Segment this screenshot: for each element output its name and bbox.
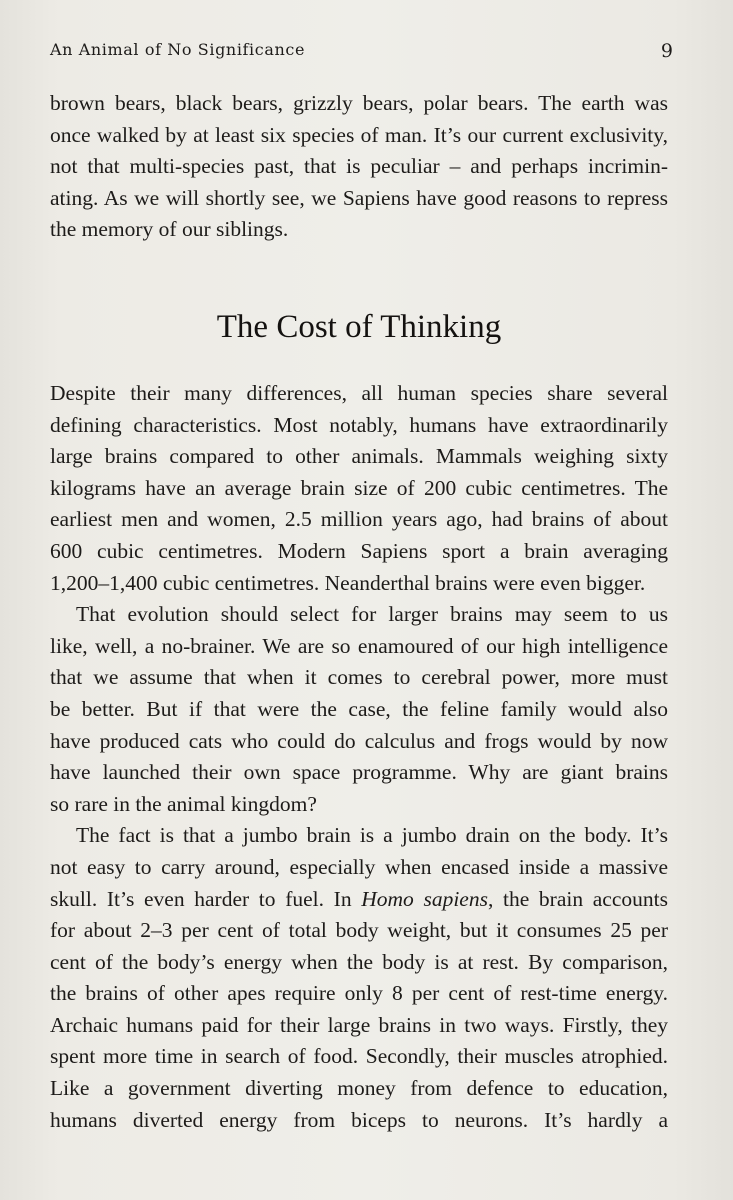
text-run: , the brain accounts bbox=[487, 886, 668, 911]
text-line: the memory of our siblings. bbox=[50, 217, 289, 242]
text-line: once walked by at least six species of man. It’s our current exclusivity, bbox=[50, 122, 668, 147]
text-line: That evolution should select for larger brains may seem to us bbox=[76, 602, 668, 627]
running-head bbox=[50, 40, 673, 64]
text-line: be better. But if that were the case, the feline family would also bbox=[50, 696, 668, 721]
text-line: 600 cubic centimetres. Modern Sapiens sport a brain averaging bbox=[50, 538, 668, 563]
text-line: the brains of other apes require only 8 per cent of rest-time energy. bbox=[50, 981, 668, 1006]
section-heading: The Cost of Thinking bbox=[216, 309, 502, 345]
text-line: Archaic humans paid for their large brains in two ways. Firstly, they bbox=[50, 1012, 668, 1037]
text-line: ating. As we will shortly see, we Sapiens have good reasons to repress bbox=[50, 185, 668, 210]
text-line: that we assume that when it comes to cerebral power, more must bbox=[50, 665, 668, 690]
text-line: like, well, a no-brainer. We are so enamoured of our high intelligence bbox=[50, 633, 668, 658]
text-line: have produced cats who could do calculus and frogs would by now bbox=[50, 728, 668, 753]
text-line: kilograms have an average brain size of 200 cubic centimetres. The bbox=[50, 475, 668, 500]
paragraph-1 bbox=[50, 378, 668, 599]
text-line: cent of the body’s energy when the body is at rest. By comparison, bbox=[50, 949, 668, 974]
text-run: skull. It’s even harder to fuel. In bbox=[50, 886, 362, 911]
text-line: brown bears, black bears, grizzly bears, polar bears. The earth was bbox=[50, 91, 668, 115]
text-line: so rare in the animal kingdom? bbox=[50, 791, 317, 816]
intro-paragraph bbox=[50, 88, 668, 246]
text-line: large brains compared to other animals. Mammals weighing sixty bbox=[50, 444, 668, 469]
text-line: defining characteristics. Most notably, humans have extraordinarily bbox=[50, 412, 668, 437]
text-line: not easy to carry around, especially when encased inside a massive bbox=[50, 854, 668, 879]
text-line: spent more time in search of food. Secondly, their muscles atrophied. bbox=[50, 1044, 668, 1069]
text-line: have launched their own space programme. Why are giant brains bbox=[50, 760, 668, 785]
paragraph-3 bbox=[50, 820, 668, 1136]
running-title: An Animal of No Significance bbox=[50, 40, 306, 59]
page-number: 9 bbox=[660, 40, 673, 62]
italic-species-name: Homo sapiens bbox=[361, 886, 488, 911]
text-line: Like a government diverting money from defence to education, bbox=[50, 1076, 668, 1101]
text-line: Despite their many differences, all human species share several bbox=[50, 381, 668, 405]
section-body bbox=[50, 378, 668, 1136]
text-line: humans diverted energy from biceps to neurons. It’s hardly a bbox=[50, 1107, 668, 1132]
paragraph-2 bbox=[50, 599, 668, 820]
text-line-with-italic bbox=[50, 884, 668, 916]
text-line: The fact is that a jumbo brain is a jumbo drain on the body. It’s bbox=[76, 823, 668, 848]
text-line: for about 2–3 per cent of total body weight, but it consumes 25 per bbox=[50, 918, 668, 943]
text-line: earliest men and women, 2.5 million years ago, had brains of about bbox=[50, 507, 668, 532]
text-line: not that multi-species past, that is peculiar – and perhaps incrimin- bbox=[50, 154, 668, 179]
text-line: 1,200–1,400 cubic centimetres. Neanderthal brains were even bigger. bbox=[50, 570, 646, 595]
